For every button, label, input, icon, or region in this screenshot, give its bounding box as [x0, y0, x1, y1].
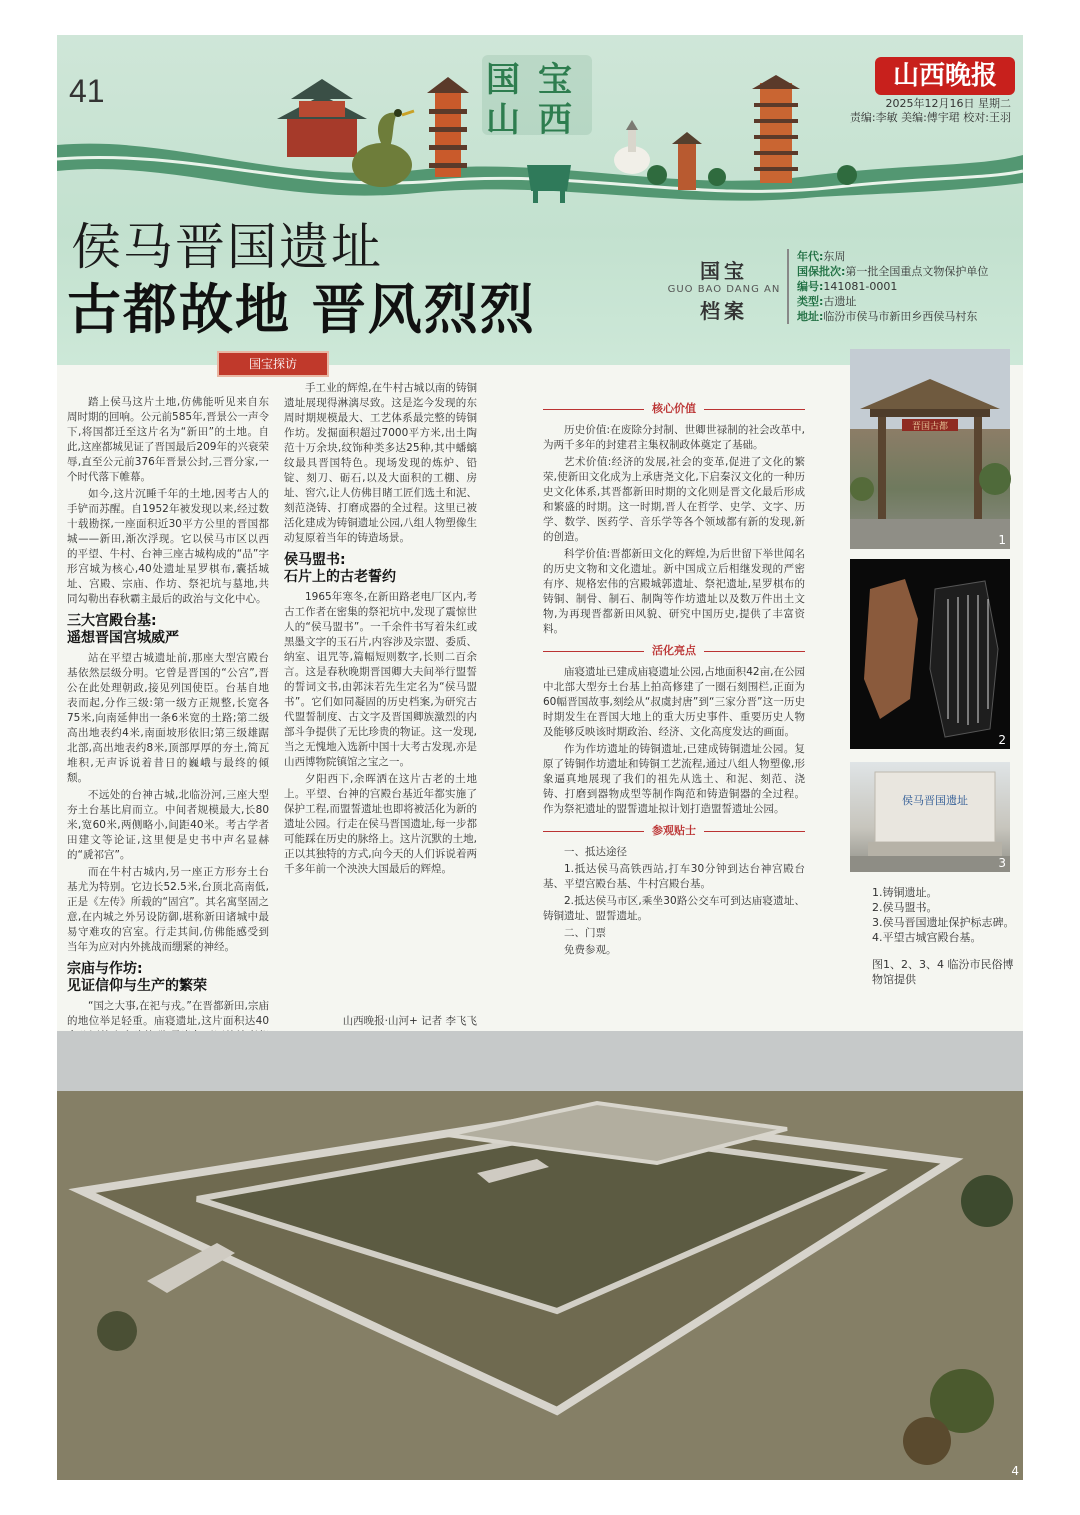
info-key: 类型:: [797, 295, 824, 308]
photo-protection-stele: [850, 762, 1010, 872]
photo-captions: [872, 885, 1022, 945]
archive-label-bottom: 档案: [700, 299, 748, 323]
info-value: 东周: [823, 250, 846, 263]
archive-info-box: [787, 249, 1017, 324]
archive-label-top: 国宝: [700, 259, 748, 283]
logo-char-2: 宝: [538, 60, 572, 100]
tips-line: 免费参观。: [564, 944, 617, 956]
photo-number: 2: [998, 733, 1006, 747]
subheading-line: 侯马盟书:: [284, 552, 346, 568]
subheading: [67, 613, 269, 647]
archive-label-pinyin: GUO BAO DANG AN: [667, 284, 781, 295]
gate-illustration: [850, 349, 1010, 549]
photo-foundry-gate: [850, 349, 1010, 549]
article-paragraph: 站在平望古城遗址前,那座大型宫殿台基依然层级分明。它曾是晋国的“公宫”,晋公在此处理朝政,接见列国使臣。台基自地表而起,分作三级:第一级方正规整,长宽各75米,向南延伸出一条6米宽的土路;第二级高出地表约4米,南面坡形依旧;第三级雄踞北部,高出地表约8米,顶部厚厚的夯土,简瓦堆积,无声诉说着昔日的巍峨与最终的倾颓。: [67, 652, 269, 784]
info-key: 地址:: [797, 310, 824, 323]
sidebar-heading: [543, 643, 805, 659]
logo-char-3: 山: [486, 100, 520, 140]
info-value: 141081-0001: [823, 280, 898, 293]
info-value: 古遗址: [823, 295, 857, 308]
info-key: 编号:: [797, 280, 824, 293]
subheading-line: 遥想晋国宫城威严: [67, 630, 179, 646]
caption-line: 2.侯马盟书。: [872, 901, 938, 914]
info-value: 临汾市侯马市新田乡西侯马村东: [823, 310, 978, 323]
photo-number: 4: [1011, 1464, 1019, 1478]
info-row: [797, 309, 1017, 324]
archive-label: [665, 255, 783, 321]
subheading-line: 宗庙与作坊:: [67, 961, 143, 977]
tips-line: 二、门票: [564, 927, 606, 939]
sidebar-heading: [543, 823, 805, 839]
info-key: 国保批次:: [797, 265, 846, 278]
issue-date: 2025年12月16日 星期二: [885, 97, 1011, 110]
column-logo-art: [482, 55, 592, 140]
tips-line: 一、抵达途径: [564, 846, 627, 858]
tips-line: 1.抵达侯马高铁西站,打车30分钟到达台神宫殿台基、平望宫殿台基、牛村宫殿台基。: [543, 863, 805, 890]
info-row: [797, 279, 1017, 294]
caption-line: 1.铸铜遗址。: [872, 886, 938, 899]
sidebar-paragraph: 艺术价值:经济的发展,社会的变革,促进了文化的繁荣,使新田文化成为上承唐尧文化,下启秦汉文化的一种历史文化体系,其晋都新田时期的文化则是晋文化最后形成和繁盛的时期。这一时期,晋人在哲学、史学、文字、历学、数学、医药学、音乐学等各个领域都有新的发现,新的创造。: [543, 456, 805, 543]
subheading-line: 三大宫殿台基:: [67, 613, 157, 629]
article-paragraph: 踏上侯马这片土地,仿佛能听见来自东周时期的回响。公元前585年,晋景公一声令下,将国都迁至这片名为“新田”的土地。自此,这座都城见证了晋国最后209年的兴衰荣辱,直至公元前376年晋景公封,三晋分家,一个时代落下帷幕。: [67, 396, 269, 483]
caption-line: 3.侯马晋国遗址保护标志碑。: [872, 916, 1015, 929]
stele-illustration: [850, 762, 1010, 872]
photo-credit: 图1、2、3、4 临汾市民俗博物馆提供: [872, 958, 1014, 986]
caption-line: 4.平望古城宫殿台基。: [872, 931, 982, 944]
article-paragraph: 而在牛村古城内,另一座正方形夯土台基尤为特别。它边长52.5米,台顶北高南低,正是《左传》所载的“固宫”。其名寓坚固之意,在内城之外另设防御,堪称新田诸城中最易守难攻的宫室。行走其间,仿佛能感受到当年为应对内外挑战而绷紧的神经。: [67, 866, 269, 953]
article-paragraph: 夕阳西下,余晖洒在这片古老的土地上。平望、台神的宫殿台基近年都实施了保护工程,而盟誓遗址也即将被活化为新的遗址公园。行走在侯马晋国遗址,每一步都可能踩在历史的脉络上。这片沉默的土地,正以其独特的方式,向今天的人们诉说着两千多年前一个泱泱大国最后的辉煌。: [284, 773, 477, 875]
sidebar-heading-label: 核心价值: [644, 402, 704, 415]
photo-number: 3: [998, 856, 1006, 870]
sidebar-column: [543, 395, 805, 1015]
sidebar-heading: [543, 401, 805, 417]
sidebar-paragraph: 历史价值:在废除分封制、世卿世禄制的社会改革中,为两千多年的封建君主集权制政体奠定了基础。: [543, 424, 805, 451]
column-logo: [482, 55, 592, 140]
subheading-line: 见证信仰与生产的繁荣: [67, 978, 207, 994]
sidebar-paragraph: 庙寝遗址已建成庙寝遗址公园,占地面积42亩,在公园中北部大型夯土台基上拍高修建了一圈石刻围栏,正面为60幅晋国故事,刻绘从“叔虞封唐”到“三家分晋”这一历史时期发生在晋国大地上的重大历史事件、重要历史人物及能够反映该时期政治、经济、文化高度发达的画面。: [543, 666, 805, 738]
page-number: 41: [69, 73, 105, 109]
logo-char-1: 国: [486, 60, 520, 100]
info-row: [797, 249, 1017, 264]
subheading: [67, 961, 269, 995]
headline-sub: 古都故地 晋风烈烈: [67, 278, 536, 341]
subheading-line: 石片上的古老誓约: [284, 569, 396, 585]
subheading: [284, 552, 477, 586]
stele-title-text: 侯马晋国遗址: [902, 794, 968, 807]
logo-char-4: 西: [538, 100, 572, 140]
info-row: [797, 294, 1017, 309]
article-column-1: [67, 395, 269, 1025]
headline-main: 侯马晋国遗址: [71, 218, 383, 276]
sidebar-paragraph: 作为作坊遗址的铸铜遗址,已建成铸铜遗址公园。复原了铸铜作坊遗址和铸铜工艺流程,通过八组人物塑像,形象逼真地展现了我们的祖先从选土、和泥、刻范、浇铸、打磨到器物成型等制作陶范和铸造铜器的全过程。作为祭祀遗址的盟誓遗址拟计划打造盟誓遗址公园。: [543, 743, 805, 815]
info-value: 第一批全国重点文物保护单位: [845, 265, 989, 278]
section-badge: 国宝探访: [217, 351, 329, 377]
gate-sign-text: 晋国古都: [911, 422, 949, 432]
article-paragraph: “国之大事,在祀与戎。”在晋都新田,宗庙的地位举足轻重。庙寝遗址,这片面积达40: [67, 1000, 269, 1027]
tips-line: 2.抵达侯马市区,乘坐30路公交车可到达庙寝遗址、铸铜遗址、盟誓遗址。: [543, 895, 805, 922]
article-paragraph: 1965年寒冬,在新田路老电厂区内,考古工作者在密集的祭祀坑中,发现了震惊世人的“侯马盟书”。一千余件书写着朱红或黑墨文字的玉石片,内容涉及宗盟、委质、纳室、诅咒等,篇幅短则数字,长则二百余言。这是春秋晚期晋国卿大夫间举行盟誓的誓词文书,由郭沫若先生定名为“侯马盟书”。它们如同凝固的历史档案,为研究古代盟誓制度、古文字及晋国卿族激烈的内部斗争提供了无比珍贵的物证。这一发现,当之无愧地入选新中国十大考古发现,亦是山西博物院镇馆之宝之一。: [284, 591, 477, 768]
photo-houma-covenant: [850, 559, 1010, 749]
dateline: [850, 97, 1011, 125]
info-row: [797, 264, 1017, 279]
sidebar-heading-label: 参观贴士: [644, 824, 704, 837]
article-paragraph: 不远处的台神古城,北临汾河,三座大型夯土台基比肩而立。中间者规模最大,长80米,宽60米,两侧略小,间距40米。考古学者田建文等论证,这里便是史书中声名显赫的“虒祁宫”。: [67, 789, 269, 861]
covenant-tablets-illustration: [850, 559, 1010, 749]
sidebar-heading-label: 活化亮点: [644, 644, 704, 657]
newspaper-masthead: 山西晚报: [875, 57, 1015, 95]
aerial-terrace-illustration: [57, 1031, 1023, 1480]
photo-number: 1: [998, 533, 1006, 547]
header-banner: [57, 35, 1023, 371]
article-paragraph: 如今,这片沉睡千年的土地,因考古人的手铲而苏醒。自1952年被发现以来,经过数十载勘探,一座面积近30平方公里的晋国都城——新田,渐次浮现。它以侯马市区以西的平望、牛村、台神三座古城构成的“品”字形宫城为核心,40处遗址星罗棋布,囊括城址、宫殿、宗庙、作坊、祭祀坑与墓地,共同勾勒出春秋霸主最后的政治与文化中心。: [67, 488, 269, 605]
sidebar-paragraph: 科学价值:晋都新田文化的辉煌,为后世留下举世闻名的历史文物和文化遗址。新中国成立后相继发现的严密有序、规格宏伟的宫殿城郭遗址、祭祀遗址,星罗棋布的铸铜、制骨、制石、制陶等作坊遗址以及数万件出土文物,为再现晋都新田风貌、研究中国历史,提供了丰富资料。: [543, 548, 805, 635]
article-paragraph: 手工业的辉煌,在牛村古城以南的铸铜遗址展现得淋漓尽致。这是迄今发现的东周时期规模最大、工艺体系最完整的铸铜作坊。发掘面积超过7000平方米,出土陶范十万余块,纹饰种类多达25种,其中蟠螭纹最具晋国特色。现场发现的炼炉、铅锭、刻刀、砺石,以及大面积的工棚、房址、窖穴,让人仿佛目睹工匠们选土和泥、刻范浇铸、打磨成器的全过程。这里已被活化建成为铸铜遗址公园,八组人物塑像生动复原着当年的铸造场景。: [284, 382, 477, 544]
photo-palace-terrace-aerial: [57, 1031, 1023, 1480]
newspaper-page: [57, 35, 1023, 1480]
article-column-2: [284, 381, 477, 1025]
editor-credits: 责编:李敏 美编:傅宇珺 校对:王羽: [849, 111, 1011, 124]
info-key: 年代:: [797, 250, 824, 263]
article-byline: 山西晚报·山河+ 记者 李飞飞: [342, 1015, 477, 1027]
